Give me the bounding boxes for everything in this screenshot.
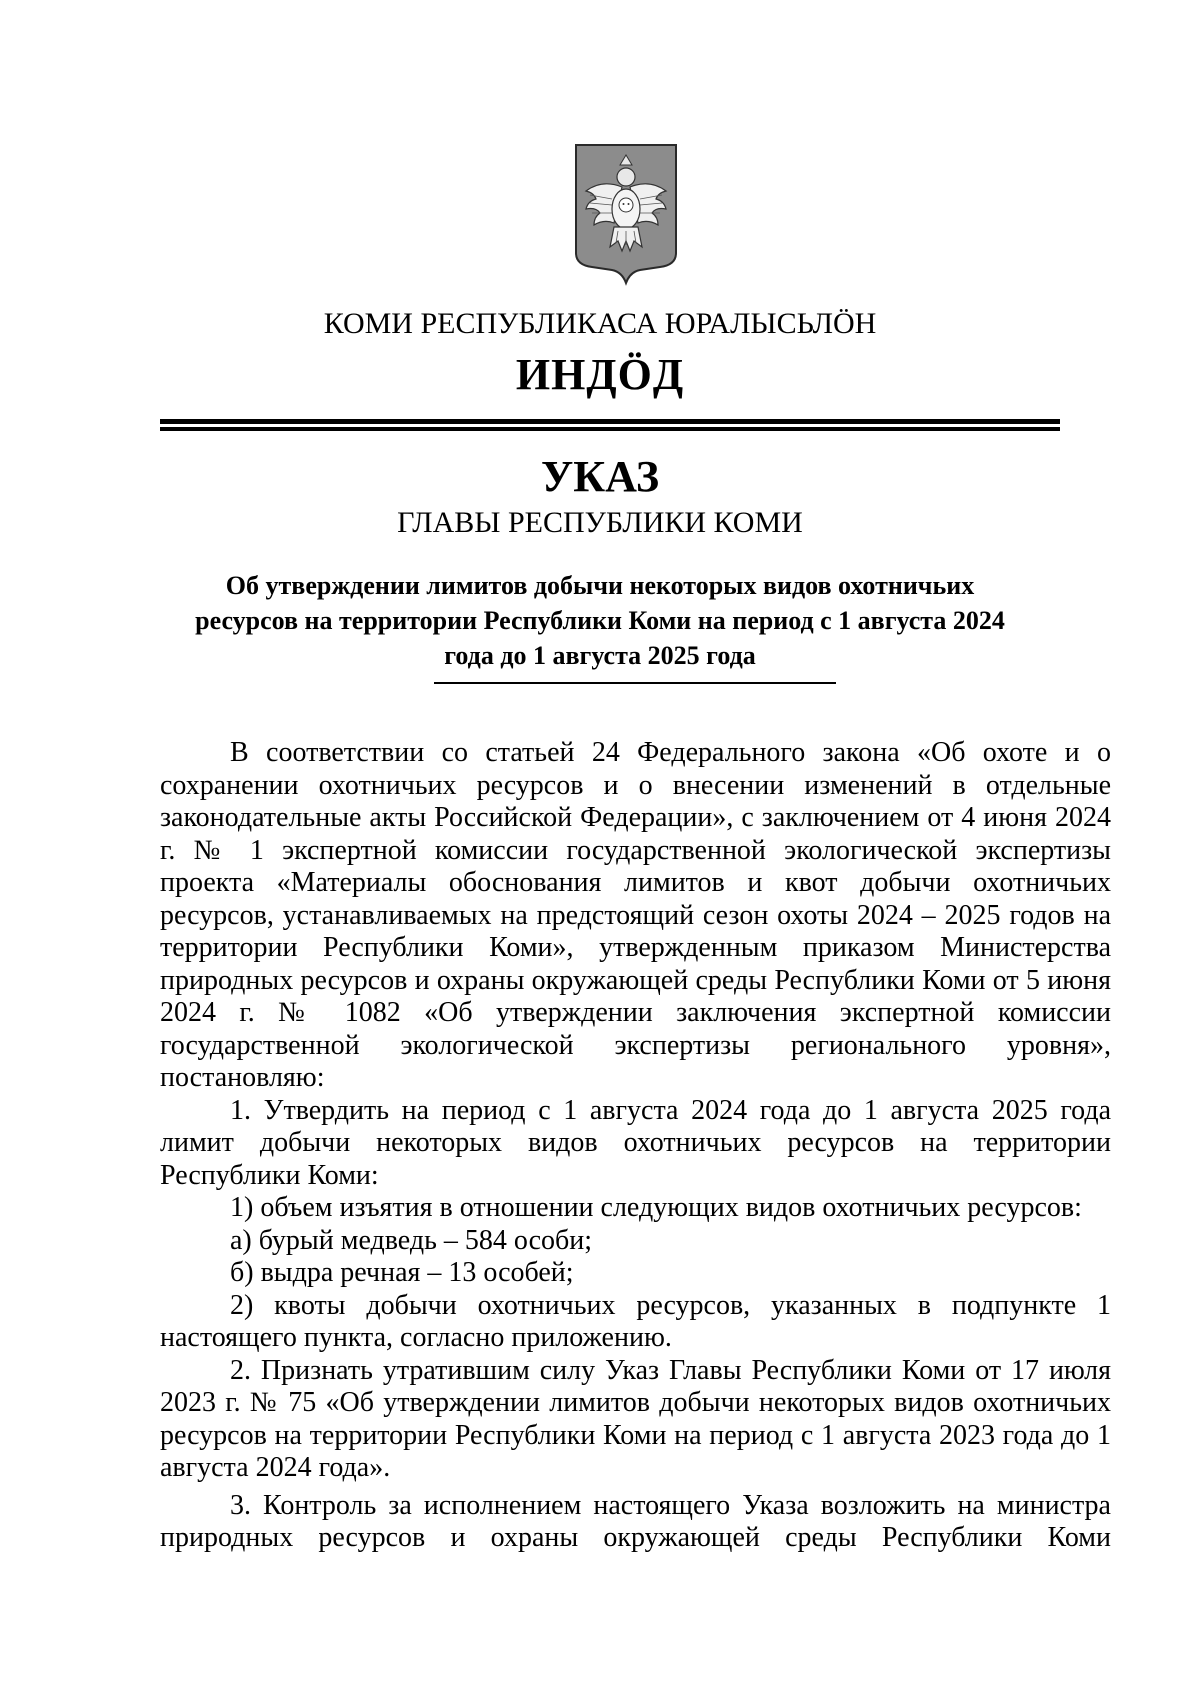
clause-1-sub-2: 2) квоты добычи охотничьих ресурсов, указанных в подпункте 1 настоящего пункта, согласно приложению.: [160, 1289, 1111, 1353]
header-divider: [160, 419, 1060, 431]
decree-word-komi: ИНДӦД: [515, 350, 685, 399]
clause-1: 1. Утвердить на период с 1 августа 2024 года до 1 августа 2025 года лимит добычи некоторых видов охотничьих ресурсов на территории Республики Коми:: [160, 1094, 1111, 1191]
preamble-paragraph: В соответствии со статьей 24 Федерального закона «Об охоте и о сохранении охотничьих ресурсов и о внесении изменений в отдельные законодательные акты Российской Федерации», с заключением от 4 июня 2024 г. № 1 экспертной комиссии государственной экологической экспертизы проекта «Материалы обоснования лимитов и квот добычи охотничьих ресурсов, устанавливаемых на предстоящий сезон охоты 2024 – 2025 годов на территории Республики Коми», утвержденным приказом Министерства природных ресурсов и охраны окружающей среды Республики Коми от 5 июня 2024 г. № 1082 «Об утверждении заключения экспертной комиссии государственной экологической экспертизы регионального уровня», постановляю:: [160, 737, 1111, 1093]
document-title: УКАЗ: [540, 452, 660, 501]
document-subtitle: ГЛАВЫ РЕСПУБЛИКИ КОМИ: [397, 506, 803, 539]
decree-name-underline: [434, 682, 836, 684]
decree-name: Об утверждении лимитов добычи некоторых видов охотничьих ресурсов на территории Республики Коми на период с 1 августа 2024 года до 1 августа 2025 года: [195, 571, 1005, 670]
clause-1-sub-1-b: б) выдра речная – 13 особей;: [230, 1257, 574, 1288]
clause-1-sub-1-a: а) бурый медведь – 584 особи;: [230, 1224, 593, 1256]
document-body: [160, 737, 1111, 1555]
clause-2: 2. Признать утратившим силу Указ Главы Республики Коми от 17 июля 2023 г. № 75 «Об утверждении лимитов добычи некоторых видов охотничьих ресурсов на территории Республики Коми на период с 1 августа 2023 года до 1 августа 2024 года».: [160, 1354, 1111, 1483]
komi-republic-coat-of-arms-icon: [574, 143, 678, 289]
clause-1-sub-1: 1) объем изъятия в отношении следующих видов охотничьих ресурсов:: [230, 1192, 1082, 1223]
republic-name-komi: КОМИ РЕСПУБЛИКАСА ЮРАЛЫСЬЛӦН: [323, 307, 877, 340]
clause-3: 3. Контроль за исполнением настоящего Указа возложить на министра природных ресурсов и охраны окружающей среды Республики Коми: [160, 1489, 1111, 1553]
